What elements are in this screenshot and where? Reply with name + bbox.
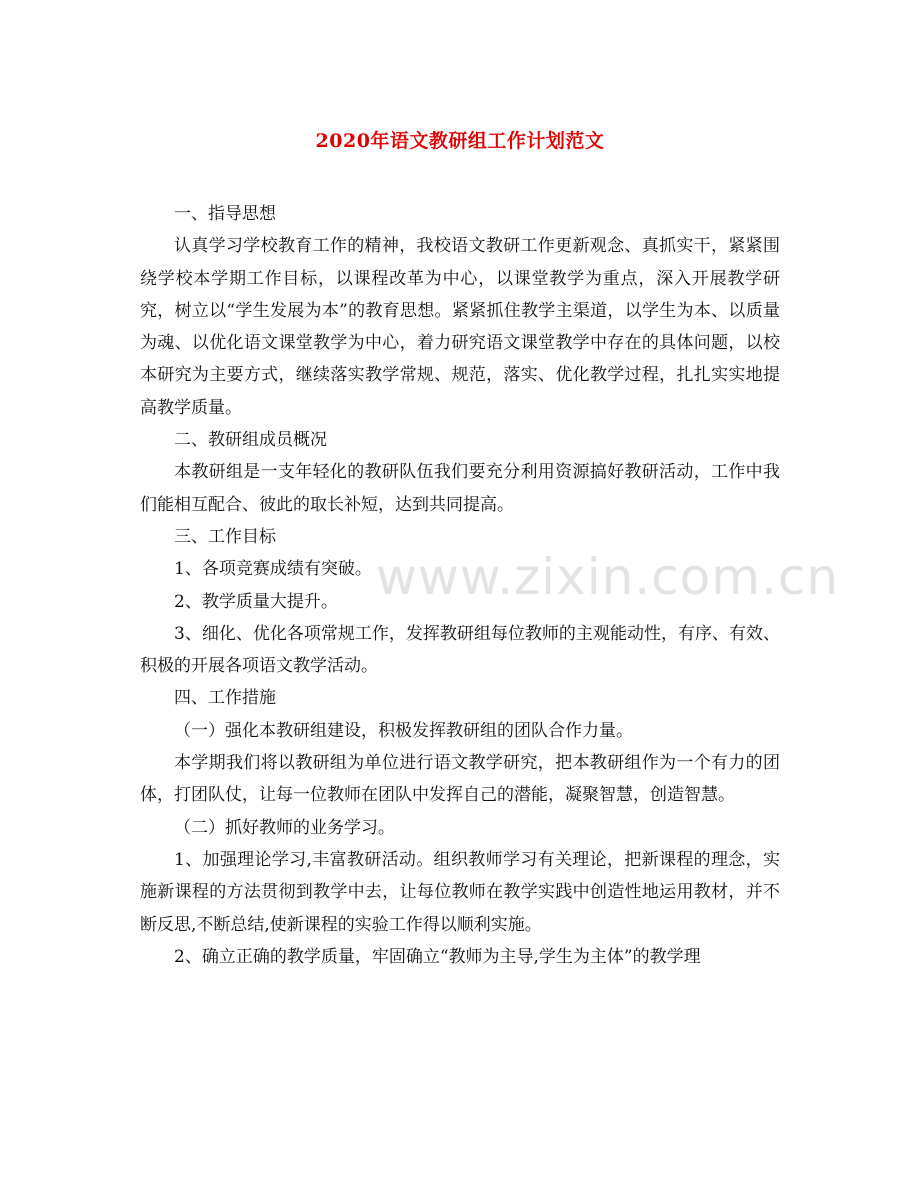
section-heading-work-goals: 三、工作目标 bbox=[174, 526, 276, 547]
section-heading-guiding-ideology: 一、指导思想 bbox=[174, 204, 276, 224]
list-item-measure-2-1: 1、加强理论学习,丰富教研活动。组织教师学习有关理论，把新课程的理念，实施新课程的方法贯彻到教学中去，让每位教师在教学实践中创造性地运用教材，并不断反思,不断总结,使新课程的实验工作得以顺利实施。 bbox=[140, 849, 780, 935]
list-item-goal-2: 2、教学质量大提升。 bbox=[174, 591, 338, 612]
section-heading-group-members: 二、教研组成员概况 bbox=[174, 430, 327, 451]
paragraph-group-members: 本教研组是一支年轻化的教研队伍我们要充分利用资源搞好教研活动，工作中我们能相互配合、彼此的取长补短，达到共同提高。 bbox=[140, 462, 780, 515]
paragraph-measure-1: 本学期我们将以教研组为单位进行语文教学研究，把本教研组作为一个有力的团体，打团队仗，让每一位教师在团队中发挥自己的潜能，凝聚智慧，创造智慧。 bbox=[140, 753, 780, 806]
list-item-goal-1: 1、各项竞赛成绩有突破。 bbox=[174, 559, 372, 580]
document-title: 2020年语文教研组工作计划范文 bbox=[315, 130, 605, 152]
list-item-measure-2-2: 2、确立正确的教学质量，牢固确立“教师为主导,学生为主体”的教学理 bbox=[174, 946, 701, 967]
paragraph-guiding-ideology: 认真学习学校教育工作的精神，我校语文教研工作更新观念、真抓实干，紧紧围绕学校本学期工作目标，以课程改革为中心，以课堂教学为重点，深入开展教学研究，树立以“学生发展为本”的教育思想。紧紧抓住教学主渠道，以学生为本、以质量为魂、以优化语文课堂教学为中心，着力研究语文课堂教学中存在的具体问题，以校本研究为主要方式，继续落实教学常规、规范，落实、优化教学过程，扎扎实实地提高教学质量。 bbox=[140, 236, 780, 418]
subheading-measure-2: （二）抓好教师的业务学习。 bbox=[174, 817, 395, 838]
document-body bbox=[140, 198, 780, 973]
list-item-goal-3: 3、细化、优化各项常规工作，发挥教研组每位教师的主观能动性，有序、有效、积极的开展各项语文教学活动。 bbox=[140, 623, 780, 677]
section-heading-work-measures: 四、工作措施 bbox=[174, 688, 276, 709]
subheading-measure-1: （一）强化本教研组建设，积极发挥教研组的团队合作力量。 bbox=[174, 720, 633, 741]
watermark: www.zixin.com.cn bbox=[376, 548, 840, 606]
